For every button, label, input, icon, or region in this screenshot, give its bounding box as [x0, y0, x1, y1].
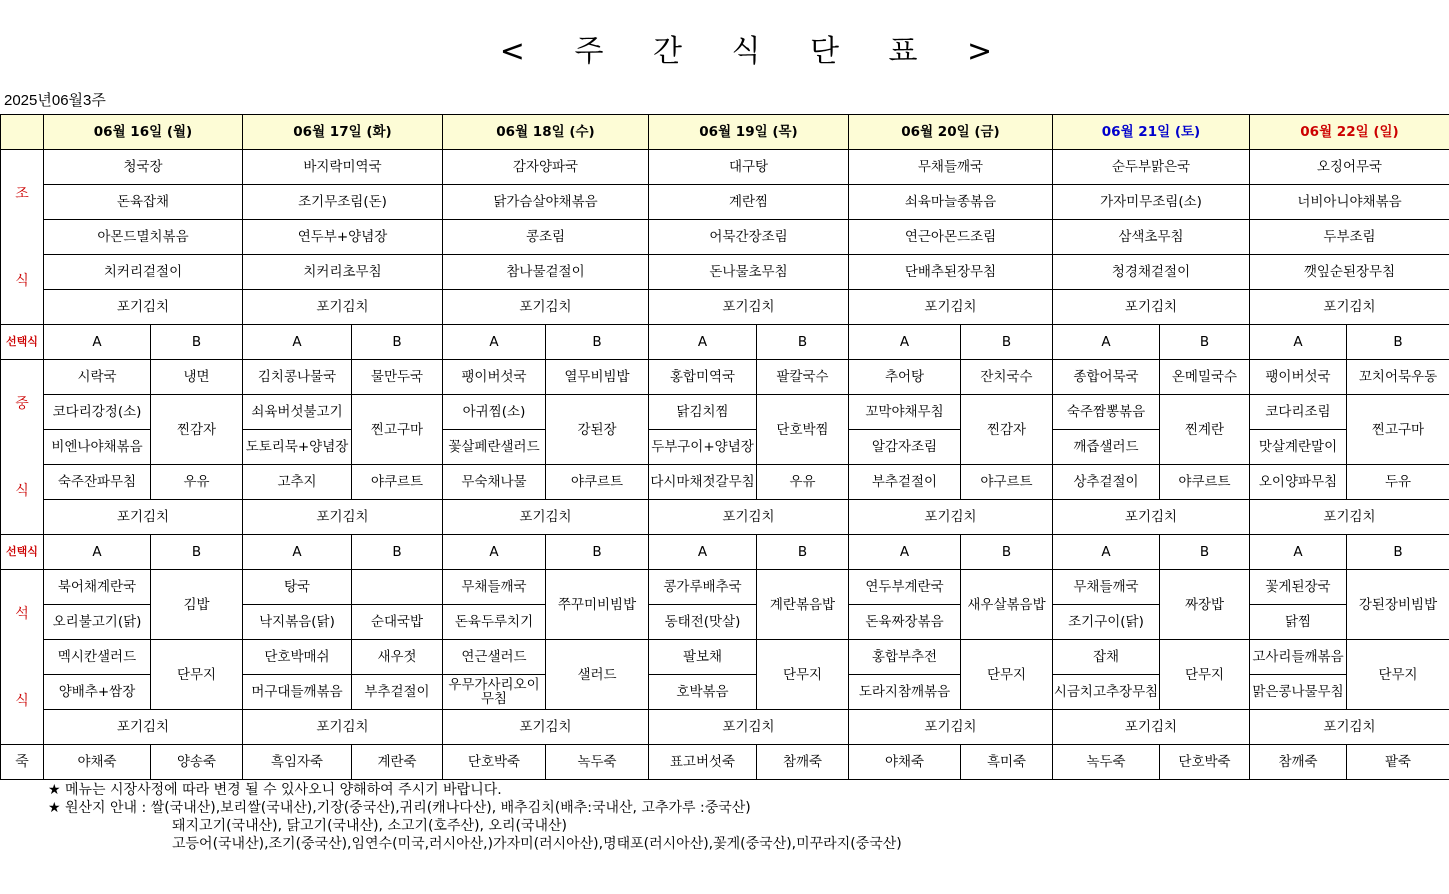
dinner-a-item: 동태전(맛살): [649, 605, 757, 640]
option-b-header: B: [757, 325, 849, 360]
lunch-a-item: 코다리조림: [1250, 395, 1347, 430]
breakfast-item: 아몬드멸치볶음: [44, 220, 243, 255]
lunch-b-item: 야쿠르트: [352, 465, 443, 500]
breakfast-label: [1, 150, 44, 325]
lunch-a-item: 닭김치찜: [649, 395, 757, 430]
option-a-header: A: [443, 535, 546, 570]
breakfast-item: 어묵간장조림: [649, 220, 849, 255]
lunch-b-item: 우유: [151, 465, 243, 500]
day-header: 06월 17일 (화): [243, 115, 443, 150]
dinner-a-item: 콩가루배추국: [649, 570, 757, 605]
lunch-a-item: 알감자조림: [849, 430, 961, 465]
dinner-a-item: 꽃게된장국: [1250, 570, 1347, 605]
dinner-a-item: 멕시칸샐러드: [44, 640, 151, 675]
dinner-a-item: 머구대들깨볶음: [243, 675, 352, 710]
porridge-a-item: 단호박죽: [443, 745, 546, 780]
option-a-header: A: [44, 325, 151, 360]
option-a-header: A: [443, 325, 546, 360]
breakfast-item: 포기김치: [443, 290, 649, 325]
option-a-header: A: [1053, 535, 1160, 570]
breakfast-item: 돈나물초무침: [649, 255, 849, 290]
dinner-b-item: 부추겉절이: [352, 675, 443, 710]
dinner-a-item: 도라지참깨볶음: [849, 675, 961, 710]
lunch-a-item: 부추겉절이: [849, 465, 961, 500]
lunch-b-item: 우유: [757, 465, 849, 500]
lunch-b-item: 잔치국수: [961, 360, 1053, 395]
porridge-b-item: 흑미죽: [961, 745, 1053, 780]
dinner-b-item: 새우살볶음밥: [961, 570, 1053, 640]
option-b-header: B: [1347, 325, 1449, 360]
lunch-a-item: 코다리강정(소): [44, 395, 151, 430]
lunch-a-item: 추어탕: [849, 360, 961, 395]
breakfast-item: 콩조림: [443, 220, 649, 255]
dinner-a-item: 시금치고추장무침: [1053, 675, 1160, 710]
breakfast-item: 치커리겉절이: [44, 255, 243, 290]
option-b-header: B: [352, 325, 443, 360]
dinner-b-item: 단무지: [757, 640, 849, 710]
dinner-a-item: 닭찜: [1250, 605, 1347, 640]
breakfast-item: 청국장: [44, 150, 243, 185]
lunch-b-item: 팔칼국수: [757, 360, 849, 395]
breakfast-item: 포기김치: [243, 290, 443, 325]
dinner-kimchi: 포기김치: [443, 710, 649, 745]
dinner-b-item: 짜장밥: [1160, 570, 1250, 640]
dinner-a-item: 조기구이(닭): [1053, 605, 1160, 640]
dinner-a-item: 돈육두루치기: [443, 605, 546, 640]
dinner-label-2: 식: [15, 692, 29, 709]
option-a-header: A: [849, 325, 961, 360]
breakfast-item: 치커리초무침: [243, 255, 443, 290]
lunch-b-item: 찐고구마: [352, 395, 443, 465]
day-header: 06월 18일 (수): [443, 115, 649, 150]
day-header: 06월 19일 (목): [649, 115, 849, 150]
lunch-label-1: 중: [15, 395, 29, 412]
dinner-a-item: 우무가사리오이무침: [443, 675, 546, 710]
dinner-b-item: 김밥: [151, 570, 243, 640]
dinner-b-item: 단무지: [961, 640, 1053, 710]
lunch-b-item: 찐고구마: [1347, 395, 1449, 465]
lunch-a-item: 아귀찜(소): [443, 395, 546, 430]
lunch-a-item: 깨즙샐러드: [1053, 430, 1160, 465]
option-b-header: B: [546, 535, 649, 570]
option-b-header: B: [151, 535, 243, 570]
dinner-kimchi: 포기김치: [1053, 710, 1250, 745]
option-b-header: B: [151, 325, 243, 360]
lunch-a-item: 숙주짬뽕볶음: [1053, 395, 1160, 430]
porridge-a-item: 야채죽: [44, 745, 151, 780]
lunch-b-item: 열무비빔밥: [546, 360, 649, 395]
lunch-b-item: 야구르트: [961, 465, 1053, 500]
dinner-b-item: 새우젓: [352, 640, 443, 675]
lunch-b-item: 단호박찜: [757, 395, 849, 465]
page-title: < 주 간 식 단 표 >: [499, 34, 1013, 69]
option-a-header: A: [243, 325, 352, 360]
lunch-a-item: 고추지: [243, 465, 352, 500]
dinner-b-item: 쭈꾸미비빔밥: [546, 570, 649, 640]
option-b-header: B: [352, 535, 443, 570]
lunch-b-item: 온메밀국수: [1160, 360, 1250, 395]
option-b-header: B: [1160, 535, 1250, 570]
breakfast-item: 대구탕: [649, 150, 849, 185]
lunch-a-item: 오이양파무침: [1250, 465, 1347, 500]
lunch-a-item: 김치콩나물국: [243, 360, 352, 395]
dinner-a-item: 낙지볶음(닭): [243, 605, 352, 640]
lunch-b-item: 야쿠르트: [1160, 465, 1250, 500]
porridge-b-item: 양송죽: [151, 745, 243, 780]
porridge-b-item: 참깨죽: [757, 745, 849, 780]
menu-table: [0, 114, 1449, 780]
lunch-a-item: 팽이버섯국: [443, 360, 546, 395]
dinner-a-item: 고사리들깨볶음: [1250, 640, 1347, 675]
option-a-header: A: [649, 325, 757, 360]
dinner-kimchi: 포기김치: [243, 710, 443, 745]
dinner-b-item: 강된장비빔밥: [1347, 570, 1449, 640]
lunch-kimchi: 포기김치: [849, 500, 1053, 535]
dinner-b-empty: [352, 570, 443, 605]
option-a-header: A: [649, 535, 757, 570]
breakfast-label-1: 조: [15, 185, 29, 202]
lunch-b-item: 두유: [1347, 465, 1449, 500]
breakfast-item: 연근아몬드조림: [849, 220, 1053, 255]
lunch-a-item: 쇠육버섯불고기: [243, 395, 352, 430]
lunch-kimchi: 포기김치: [243, 500, 443, 535]
option-b-header: B: [1347, 535, 1449, 570]
lunch-a-item: 두부구이+양념장: [649, 430, 757, 465]
dinner-label-1: 석: [15, 605, 29, 622]
lunch-a-item: 무숙채나물: [443, 465, 546, 500]
lunch-a-item: 다시마채젓갈무침: [649, 465, 757, 500]
lunch-a-item: 팽이버섯국: [1250, 360, 1347, 395]
lunch-a-item: 꽃살페란샐러드: [443, 430, 546, 465]
breakfast-item: 무채들깨국: [849, 150, 1053, 185]
breakfast-item: 참나물겉절이: [443, 255, 649, 290]
lunch-b-item: 꼬치어묵우동: [1347, 360, 1449, 395]
breakfast-item: 포기김치: [1250, 290, 1449, 325]
breakfast-item: 단배추된장무침: [849, 255, 1053, 290]
dinner-b-item: 순대국밥: [352, 605, 443, 640]
dinner-select-label: 선택식: [1, 535, 44, 570]
day-header: 06월 20일 (금): [849, 115, 1053, 150]
lunch-a-item: 맛살계란말이: [1250, 430, 1347, 465]
dinner-a-item: 팔보채: [649, 640, 757, 675]
dinner-kimchi: 포기김치: [849, 710, 1053, 745]
porridge-b-item: 단호박죽: [1160, 745, 1250, 780]
breakfast-item: 닭가슴살야채볶음: [443, 185, 649, 220]
notes-line-2: ★ 원산지 안내 : 쌀(국내산),보리쌀(국내산),기장(중국산),귀리(캐나다산), 배추김치(배추:국내산, 고추가루 :중국산): [48, 800, 751, 816]
dinner-kimchi: 포기김치: [1250, 710, 1449, 745]
corner-cell: [1, 115, 44, 150]
breakfast-item: 포기김치: [44, 290, 243, 325]
dinner-a-item: 단호박매쉬: [243, 640, 352, 675]
breakfast-item: 포기김치: [649, 290, 849, 325]
breakfast-item: 두부조림: [1250, 220, 1449, 255]
option-a-header: A: [243, 535, 352, 570]
dinner-b-item: 단무지: [1347, 640, 1449, 710]
breakfast-item: 가자미무조림(소): [1053, 185, 1250, 220]
porridge-b-item: 계란죽: [352, 745, 443, 780]
porridge-b-item: 녹두죽: [546, 745, 649, 780]
notes-line-3: 돼지고기(국내산), 닭고기(국내산), 소고기(호주산), 오리(국내산): [172, 818, 567, 834]
porridge-a-item: 표고버섯죽: [649, 745, 757, 780]
dinner-a-item: 탕국: [243, 570, 352, 605]
dinner-b-item: 단무지: [151, 640, 243, 710]
dinner-a-item: 무채들깨국: [1053, 570, 1160, 605]
porridge-b-item: 팥죽: [1347, 745, 1449, 780]
lunch-a-item: 비엔나야채볶음: [44, 430, 151, 465]
option-b-header: B: [961, 535, 1053, 570]
lunch-a-item: 도토리묵+양념장: [243, 430, 352, 465]
lunch-a-item: 종합어묵국: [1053, 360, 1160, 395]
porridge-a-item: 녹두죽: [1053, 745, 1160, 780]
dinner-b-item: 단무지: [1160, 640, 1250, 710]
option-b-header: B: [1160, 325, 1250, 360]
option-b-header: B: [546, 325, 649, 360]
dinner-b-item: 샐러드: [546, 640, 649, 710]
breakfast-item: 쇠육마늘종볶음: [849, 185, 1053, 220]
dinner-kimchi: 포기김치: [649, 710, 849, 745]
lunch-b-item: 강된장: [546, 395, 649, 465]
lunch-b-item: 물만두국: [352, 360, 443, 395]
porridge-a-item: 참깨죽: [1250, 745, 1347, 780]
lunch-kimchi: 포기김치: [1250, 500, 1449, 535]
lunch-b-item: 찐감자: [151, 395, 243, 465]
breakfast-item: 청경채겉절이: [1053, 255, 1250, 290]
breakfast-item: 포기김치: [849, 290, 1053, 325]
dinner-a-item: 연두부계란국: [849, 570, 961, 605]
porridge-label: 죽: [1, 745, 44, 780]
lunch-a-item: 홍합미역국: [649, 360, 757, 395]
dinner-a-item: 잡채: [1053, 640, 1160, 675]
dinner-a-item: 무채들깨국: [443, 570, 546, 605]
lunch-kimchi: 포기김치: [44, 500, 243, 535]
breakfast-item: 바지락미역국: [243, 150, 443, 185]
dinner-label: [1, 570, 44, 745]
option-b-header: B: [757, 535, 849, 570]
breakfast-item: 연두부+양념장: [243, 220, 443, 255]
notes-line-1: ★ 메뉴는 시장사정에 따라 변경 될 수 있사오니 양해하여 주시기 바랍니다.: [48, 782, 502, 798]
lunch-kimchi: 포기김치: [443, 500, 649, 535]
breakfast-label-2: 식: [15, 272, 29, 289]
option-a-header: A: [1250, 535, 1347, 570]
breakfast-item: 순두부맑은국: [1053, 150, 1250, 185]
breakfast-item: 삼색초무침: [1053, 220, 1250, 255]
notes: [48, 781, 902, 853]
lunch-select-label: 선택식: [1, 325, 44, 360]
lunch-a-item: 시락국: [44, 360, 151, 395]
dinner-kimchi: 포기김치: [44, 710, 243, 745]
dinner-a-item: 홍합부추전: [849, 640, 961, 675]
dinner-a-item: 맑은콩나물무침: [1250, 675, 1347, 710]
porridge-a-item: 흑임자죽: [243, 745, 352, 780]
option-a-header: A: [1053, 325, 1160, 360]
breakfast-item: 감자양파국: [443, 150, 649, 185]
dinner-a-item: 북어채계란국: [44, 570, 151, 605]
lunch-label: [1, 360, 44, 535]
lunch-kimchi: 포기김치: [1053, 500, 1250, 535]
lunch-kimchi: 포기김치: [649, 500, 849, 535]
lunch-b-item: 찐감자: [961, 395, 1053, 465]
breakfast-item: 깻잎순된장무침: [1250, 255, 1449, 290]
option-a-header: A: [849, 535, 961, 570]
dinner-a-item: 연근샐러드: [443, 640, 546, 675]
breakfast-item: 조기무조림(돈): [243, 185, 443, 220]
day-header: 06월 22일 (일): [1250, 115, 1449, 150]
day-header: 06월 16일 (월): [44, 115, 243, 150]
option-a-header: A: [44, 535, 151, 570]
breakfast-item: 포기김치: [1053, 290, 1250, 325]
breakfast-item: 계란찜: [649, 185, 849, 220]
breakfast-item: 돈육잡채: [44, 185, 243, 220]
breakfast-item: 너비아니야채볶음: [1250, 185, 1449, 220]
dinner-a-item: 양배추+쌈장: [44, 675, 151, 710]
lunch-a-item: 숙주잔파무침: [44, 465, 151, 500]
lunch-b-item: 야쿠르트: [546, 465, 649, 500]
lunch-a-item: 꼬막야채무침: [849, 395, 961, 430]
dinner-b-item: 계란볶음밥: [757, 570, 849, 640]
dinner-a-item: 호박볶음: [649, 675, 757, 710]
lunch-b-item: 찐계란: [1160, 395, 1250, 465]
breakfast-item: 오징어무국: [1250, 150, 1449, 185]
option-a-header: A: [1250, 325, 1347, 360]
week-label: 2025년06월3주: [4, 92, 106, 109]
option-b-header: B: [961, 325, 1053, 360]
notes-line-4: 고등어(국내산),조기(중국산),임연수(미국,러시아산,)가자미(러시아산),명태포(러시아산),꽃게(중국산),미꾸라지(중국산): [172, 836, 902, 852]
lunch-b-item: 냉면: [151, 360, 243, 395]
porridge-a-item: 야채죽: [849, 745, 961, 780]
day-header: 06월 21일 (토): [1053, 115, 1250, 150]
dinner-a-item: 오리불고기(닭): [44, 605, 151, 640]
lunch-a-item: 상추겉절이: [1053, 465, 1160, 500]
dinner-a-item: 돈육짜장볶음: [849, 605, 961, 640]
lunch-label-2: 식: [15, 482, 29, 499]
